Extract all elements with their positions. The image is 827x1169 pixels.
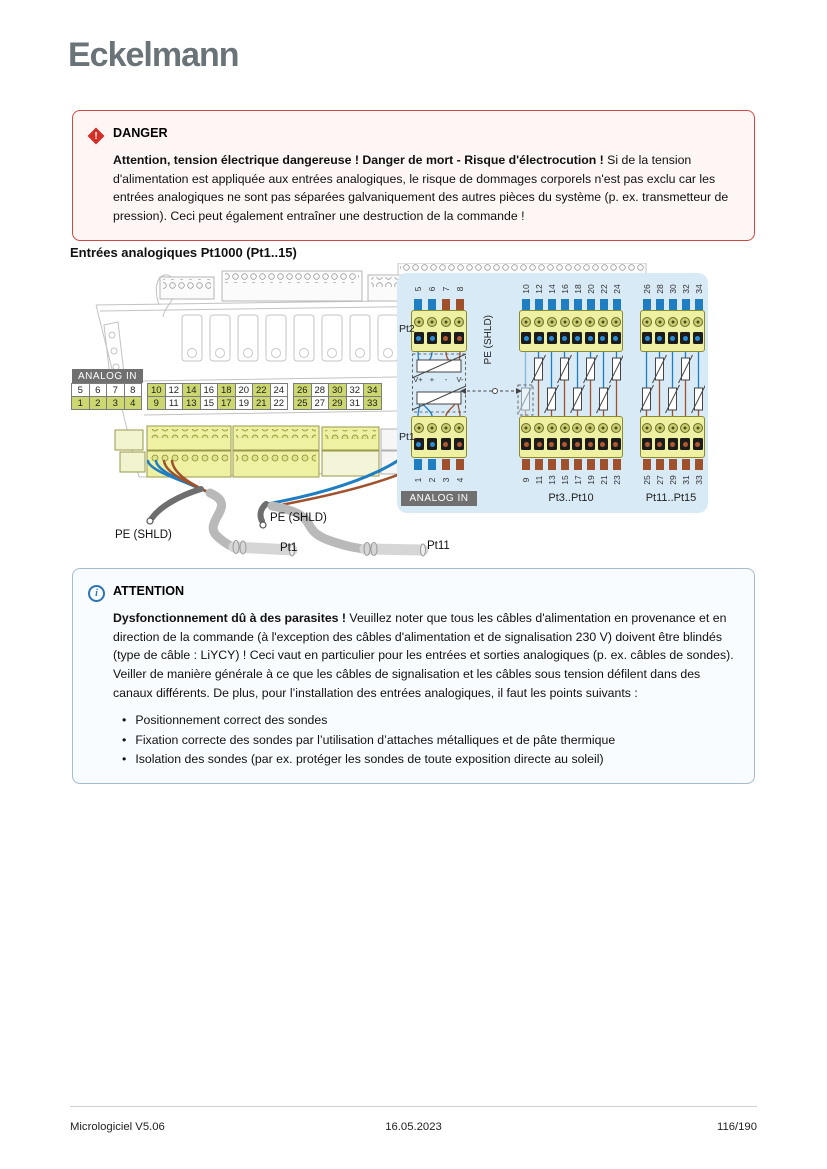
wire-pad: [456, 299, 464, 310]
wire-pad: [695, 299, 703, 310]
danger-title: DANGER: [113, 126, 168, 140]
clamp-terminal: [439, 438, 453, 450]
wire-pad: [574, 299, 582, 310]
danger-text: [113, 151, 736, 226]
wire-pad: [643, 459, 651, 470]
wire-pad: [442, 299, 450, 310]
clamp-terminal: [609, 438, 622, 450]
table-cell: 30: [328, 383, 347, 397]
screw-terminal: [439, 423, 453, 433]
wire-pad: [669, 299, 677, 310]
clamp-terminal: [453, 438, 467, 450]
analog-in-table: [72, 383, 388, 410]
screw-terminal: [679, 317, 692, 327]
wire-pad: [669, 459, 677, 470]
terminal-pin: 34: [692, 279, 705, 310]
table-cell: 8: [124, 383, 143, 397]
terminal-pin: 3: [439, 459, 453, 490]
bullet-marker: •: [122, 732, 127, 747]
mid-top-terminal-block: [519, 310, 623, 352]
table-cell: 14: [182, 383, 201, 397]
danger-box: [72, 110, 755, 241]
table-cell: 2: [89, 396, 108, 410]
wire-pad: [587, 459, 595, 470]
bullet-item: • Fixation correcte des sondes par l’utilisation d’attaches métalliques et de pâte thermique: [113, 731, 736, 750]
danger-icon: !: [88, 128, 105, 145]
terminal-pin: 32: [679, 279, 692, 310]
screw-terminal: [558, 317, 571, 327]
screw-terminal: [520, 423, 533, 433]
terminal-pin: 28: [653, 279, 666, 310]
danger-body: Si de la tension d'alimentation est appliquée aux entrées analogiques, le risque de dommages corporels n'est pas exclu car les entrées analogiques ne sont pas séparées galvaniquement des autres pièces du système (p. ex. transmetteur de pression). Ceci peut également entraîner une destruction de la commande !: [113, 153, 729, 224]
clamp-terminal: [641, 332, 654, 344]
wire-pad: [414, 459, 422, 470]
screw-terminal: [666, 317, 679, 327]
wire-pad: [428, 299, 436, 310]
table-cell: 20: [235, 383, 254, 397]
table-cell: 32: [346, 383, 365, 397]
clamp-terminal: [571, 332, 584, 344]
clamp-terminal: [584, 332, 597, 344]
wire-pad: [522, 459, 530, 470]
clamp-terminal: [453, 332, 467, 344]
relay-row: [182, 315, 398, 361]
pe-shld-label-left: PE (SHLD): [115, 529, 172, 541]
screw-terminal: [609, 317, 622, 327]
section-title: Entrées analogiques Pt1000 (Pt1..15): [70, 245, 297, 260]
table-cell: 4: [124, 396, 143, 410]
clamp-terminal: [546, 438, 559, 450]
wire-pad: [613, 299, 621, 310]
pt1-terminal-block: [411, 416, 467, 458]
clamp-terminal: [520, 332, 533, 344]
clamp-terminal: [597, 332, 610, 344]
analog-in-badge: ANALOG IN: [401, 491, 477, 506]
clamp-terminal: [426, 438, 440, 450]
terminal-pin: 25: [640, 459, 653, 490]
clamp-terminal: [609, 332, 622, 344]
pt2-pt1-sensor-detail: [411, 352, 467, 416]
terminal-pin: 27: [653, 459, 666, 490]
clamp-terminal: [654, 438, 667, 450]
attention-bullets: [113, 711, 736, 769]
table-cell: 17: [217, 396, 236, 410]
pt11-cable-label: Pt11: [427, 540, 450, 552]
wire-pad: [656, 459, 664, 470]
column-pt1-pt2: [411, 279, 467, 491]
attention-body: Veuillez noter que tous les câbles d'alimentation en provenance et en direction de la commande (à l'exception des câbles d'alimentation et de signalisation 230 V) doivent être blindés (type de câble : LiYCY) ! Ceci vaut en particulier pour les entrées et sorties analogiques (p. ex. câbles de sondes). Veiller de manière générale à ce que les câbles de signalisation et les câbles sous tension défilent dans des canaux différents. De plus, pour l’installation des entrées analogiques, il faut les points suivants :: [113, 611, 734, 700]
screw-terminal: [609, 423, 622, 433]
table-cell: 18: [217, 383, 236, 397]
clamp-terminal: [679, 438, 692, 450]
column-pt11-pt15: [640, 279, 705, 491]
eckelmann-logo: Eckelmann: [68, 36, 239, 74]
clamp-terminal: [584, 438, 597, 450]
wire-pad: [682, 459, 690, 470]
table-cell: 25: [293, 396, 312, 410]
terminal-pin: 26: [640, 279, 653, 310]
wire-pad: [561, 459, 569, 470]
terminal-pin: 11: [532, 459, 545, 490]
terminal-pin: 18: [571, 279, 584, 310]
bullet-marker: •: [122, 713, 127, 728]
attention-text: [113, 609, 736, 702]
table-cell: 31: [346, 396, 365, 410]
bullet-item: • Isolation des sondes (par ex. protéger les sondes de toute exposition directe au soleil): [113, 750, 736, 769]
table-cell: 16: [200, 383, 219, 397]
screw-terminal: [584, 317, 597, 327]
clamp-terminal: [691, 438, 704, 450]
screw-terminal: [691, 317, 704, 327]
attention-box: [72, 568, 755, 784]
screw-terminal: [533, 317, 546, 327]
wire-pad: [600, 459, 608, 470]
screw-terminal: [641, 423, 654, 433]
screw-terminal: [533, 423, 546, 433]
screw-terminal: [453, 423, 467, 433]
screw-terminal: [426, 317, 440, 327]
clamp-terminal: [558, 332, 571, 344]
screw-terminal: [597, 317, 610, 327]
pt11-pt15-label: Pt11..Pt15: [645, 492, 697, 504]
wire-pad: [442, 459, 450, 470]
clamp-terminal: [666, 438, 679, 450]
wire-pad: [428, 459, 436, 470]
terminal-pin: 2: [425, 459, 439, 490]
info-icon: i: [88, 585, 105, 602]
wire-pad: [522, 299, 530, 310]
table-cell: 11: [165, 396, 184, 410]
terminal-pin: 8: [453, 279, 467, 310]
table-group-1: [72, 383, 142, 410]
wire-pad: [456, 459, 464, 470]
bullet-item: • Positionnement correct des sondes: [113, 711, 736, 730]
pt1-label: Pt1: [399, 431, 415, 443]
wire-pad: [587, 299, 595, 310]
clamp-terminal: [571, 438, 584, 450]
sensor-pin-labels: V+ + - V-: [413, 375, 464, 384]
clamp-terminal: [546, 332, 559, 344]
terminal-pin: 4: [453, 459, 467, 490]
wire-pad: [561, 299, 569, 310]
attention-lead: Dysfonctionnement dû à des parasites !: [113, 611, 347, 625]
table-cell: 24: [270, 383, 289, 397]
table-cell: 34: [363, 383, 382, 397]
table-cell: 33: [363, 396, 382, 410]
screw-terminal: [654, 423, 667, 433]
terminal-pin: 17: [571, 459, 584, 490]
wire-pad: [695, 459, 703, 470]
terminal-pin: 19: [584, 459, 597, 490]
terminal-pin: 15: [558, 459, 571, 490]
pt2-label: Pt2: [399, 323, 415, 335]
clamp-terminal: [666, 332, 679, 344]
wire-pad: [643, 299, 651, 310]
screw-terminal: [546, 423, 559, 433]
clamp-terminal: [654, 332, 667, 344]
terminal-pin: 1: [411, 459, 425, 490]
terminal-pin: 30: [666, 279, 679, 310]
attention-title: ATTENTION: [113, 584, 185, 598]
clamp-terminal: [558, 438, 571, 450]
mid-bottom-terminal-block: [519, 416, 623, 458]
right-top-terminal-block: [640, 310, 705, 352]
table-cell: 10: [147, 383, 166, 397]
table-cell: 5: [71, 383, 90, 397]
page-footer: [70, 1106, 757, 1133]
screw-terminal: [439, 317, 453, 327]
terminal-pin: 6: [425, 279, 439, 310]
terminal-pin: 5: [411, 279, 425, 310]
right-sensor-zone: [640, 352, 705, 416]
footer-page-number: 116/190: [717, 1121, 757, 1133]
wire-pad: [656, 299, 664, 310]
clamp-terminal: [641, 438, 654, 450]
screw-terminal: [571, 423, 584, 433]
pt1-cable-label: Pt1: [280, 542, 298, 554]
table-cell: 3: [106, 396, 125, 410]
table-cell: 19: [235, 396, 254, 410]
terminal-pin: 13: [545, 459, 558, 490]
screw-terminal: [520, 317, 533, 327]
clamp-terminal: [691, 332, 704, 344]
terminal-pin: 7: [439, 279, 453, 310]
terminal-pin: 14: [545, 279, 558, 310]
table-cell: 1: [71, 396, 90, 410]
wire-pad: [574, 459, 582, 470]
screw-terminal: [584, 423, 597, 433]
clamp-terminal: [426, 332, 440, 344]
screw-terminal: [453, 317, 467, 327]
footer-date: 16.05.2023: [385, 1121, 442, 1133]
mid-sensor-zone: [519, 352, 623, 416]
terminal-pin: 10: [519, 279, 532, 310]
table-cell: 7: [106, 383, 125, 397]
wire-pad: [613, 459, 621, 470]
wire-pad: [535, 459, 543, 470]
table-cell: 22: [252, 383, 271, 397]
wire-pad: [548, 459, 556, 470]
terminal-pin: 21: [597, 459, 610, 490]
table-cell: 6: [89, 383, 108, 397]
analog-in-table-header: ANALOG IN: [72, 369, 143, 383]
footer-version: Micrologiciel V5.06: [70, 1121, 165, 1133]
terminal-detail-panel: [397, 273, 708, 513]
terminal-pin: 29: [666, 459, 679, 490]
wire-pad: [682, 299, 690, 310]
screw-terminal: [641, 317, 654, 327]
table-cell: 27: [311, 396, 330, 410]
terminal-pin: 22: [597, 279, 610, 310]
pt2-terminal-block: [411, 310, 467, 352]
table-cell: 21: [252, 396, 271, 410]
table-group-2: [148, 383, 288, 410]
table-cell: 13: [182, 396, 201, 410]
table-group-3: [294, 383, 382, 410]
clamp-terminal: [439, 332, 453, 344]
screw-terminal: [666, 423, 679, 433]
terminal-pin: 16: [558, 279, 571, 310]
screw-terminal: [426, 423, 440, 433]
wire-pad: [600, 299, 608, 310]
clamp-terminal: [597, 438, 610, 450]
terminal-pin: 20: [584, 279, 597, 310]
table-cell: 28: [311, 383, 330, 397]
terminal-pin: 9: [519, 459, 532, 490]
terminal-pin: 24: [610, 279, 623, 310]
screw-terminal: [571, 317, 584, 327]
screw-terminal: [546, 317, 559, 327]
screw-terminal: [558, 423, 571, 433]
bullet-marker: •: [122, 751, 127, 766]
table-cell: 22: [270, 396, 289, 410]
terminal-pin: 12: [532, 279, 545, 310]
clamp-terminal: [520, 438, 533, 450]
screw-terminal: [679, 423, 692, 433]
clamp-terminal: [533, 332, 546, 344]
table-cell: 26: [293, 383, 312, 397]
wire-pad: [414, 299, 422, 310]
table-cell: 29: [328, 396, 347, 410]
screw-terminal: [597, 423, 610, 433]
terminal-pin: 33: [692, 459, 705, 490]
right-bottom-terminal-block: [640, 416, 705, 458]
table-cell: 12: [165, 383, 184, 397]
pe-shld-vertical-label: PE (SHLD): [483, 315, 494, 365]
column-pt3-pt10: [519, 279, 623, 491]
wire-pad: [535, 299, 543, 310]
danger-lead: Attention, tension électrique dangereuse ! Danger de mort - Risque d'électrocution !: [113, 153, 604, 167]
table-cell: 9: [147, 396, 166, 410]
pt3-pt10-label: Pt3..Pt10: [548, 492, 594, 504]
clamp-terminal: [533, 438, 546, 450]
screw-terminal: [654, 317, 667, 327]
table-cell: 15: [200, 396, 219, 410]
screw-terminal: [691, 423, 704, 433]
terminal-pin: 31: [679, 459, 692, 490]
wire-pad: [548, 299, 556, 310]
clamp-terminal: [679, 332, 692, 344]
wiring-diagram: [60, 263, 767, 563]
pe-shld-label-right: PE (SHLD): [270, 512, 327, 524]
terminal-pin: 23: [610, 459, 623, 490]
